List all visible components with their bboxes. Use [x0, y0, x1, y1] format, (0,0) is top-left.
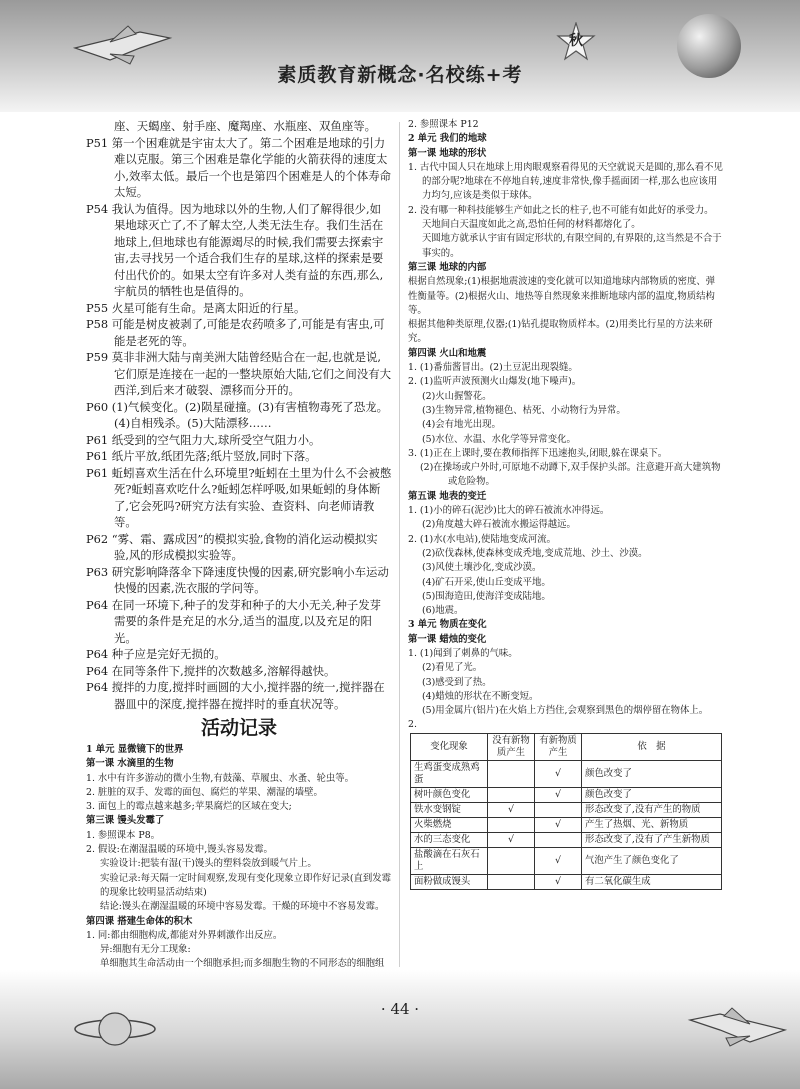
lesson-heading: 第三课 馒头发霉了 — [86, 815, 165, 827]
table-row — [411, 817, 722, 832]
table-cell: 树叶颜色变化 — [411, 787, 488, 802]
table-row — [411, 847, 722, 874]
table-cell: 铁水变钢锭 — [411, 802, 488, 817]
text-line: (2)在操场或户外时,可原地不动蹲下,双手保护头部。注意避开高大建筑物或危险物。 — [420, 462, 721, 488]
table-cell: 颜色改变了 — [582, 787, 722, 802]
table-row — [411, 832, 722, 847]
text-line: 天圆地方就承认宇宙有固定形状的,有限空间的,有界限的,这当然是不合于事实的。 — [422, 233, 722, 259]
table-cell: √ — [488, 802, 535, 817]
column-divider — [399, 122, 400, 967]
unit-heading: 2 单元 我们的地球 — [408, 133, 487, 145]
unit-heading: 1 单元 显微镜下的世界 — [86, 744, 184, 755]
table-cell — [488, 817, 535, 832]
table-cell: √ — [535, 874, 582, 889]
table-cell — [488, 787, 535, 802]
right-column — [408, 118, 724, 890]
text-line: (3)风使土壤沙化,变成沙漠。 — [422, 562, 542, 574]
section-title: 活动记录 — [200, 717, 277, 739]
text-line: P62 “雾、霜、露成因”的模拟实验,食物的消化运动模拟实验,风的形成模拟实验等。 — [86, 531, 378, 562]
table-cell: 火柴燃烧 — [411, 817, 488, 832]
text-line: 2. 假设:在潮湿温暖的环境中,馒头容易发霉。 — [86, 844, 273, 856]
text-line: (3)感受到了热。 — [422, 676, 492, 688]
text-line: P59 莫非非洲大陆与南美洲大陆曾经贴合在一起,也就是说,它们原是连接在一起的一整块原始大陆,它们之间没有大西洋,到后来才破裂、漂移而分开的。 — [86, 350, 391, 397]
table-cell: 形态改变了,没有产生的物质 — [582, 802, 722, 817]
table-header: 依 据 — [582, 733, 722, 760]
table-cell — [535, 802, 582, 817]
text-line: 天地间白天温度如此之高,恐怕任何的材料都熔化了。 — [422, 219, 641, 231]
table-cell — [488, 847, 535, 874]
text-line: 2. — [408, 719, 417, 731]
text-line: 1. 古代中国人只在地球上用肉眼观察看得见的天空就说天是圆的,那么看不见的部分呢?地球在不停地自转,速度非常快,像手摇面团一样,那么也应该用力均匀,应该是类似于球体。 — [408, 161, 723, 202]
table-cell: 颜色改变了 — [582, 760, 722, 787]
lesson-heading: 第一课 蜡烛的变化 — [408, 633, 487, 645]
table-cell: 形态改变了,没有了产生新物质 — [582, 832, 722, 847]
table-cell: 盐酸滴在石灰石上 — [411, 847, 488, 874]
text-line: P64 在同等条件下,搅拌的次数越多,溶解得越快。 — [86, 663, 336, 678]
text-line: P60 (1)气候变化。(2)陨星碰撞。(3)有害植物毒死了恐龙。(4)自相残杀。(5)大陆漂移…… — [86, 399, 388, 430]
text-line: P64 在同一环境下,种子的发芽和种子的大小无关,种子发芽需要的条件是充足的水分,适当的温度,以及充足的阳光。 — [86, 597, 382, 645]
page-footer — [0, 970, 800, 1089]
text-line: 3. 面包上的霉点越来越多;苹果腐烂的区域在变大; — [86, 801, 292, 813]
text-line: 1. (1)番茄酱冒出。(2)土豆泥出现裂缝。 — [408, 362, 578, 374]
table-cell: √ — [535, 787, 582, 802]
text-line: (2)角度越大碎石被流水搬运得越远。 — [422, 519, 576, 531]
text-line: (6)地震。 — [422, 605, 464, 617]
page-title: 素质教育新概念·名校练+考 — [277, 64, 523, 86]
text-line: 2. (1)水(水电站),使陆地变成河流。 — [408, 533, 557, 545]
lesson-heading: 第一课 地球的形状 — [408, 147, 487, 159]
text-line: (3)生物异常,植物褪色、枯死、小动物行为异常。 — [422, 404, 626, 416]
season-label: 秋 — [569, 33, 583, 49]
table-cell — [488, 760, 535, 787]
table-cell: 面粉做成馒头 — [411, 874, 488, 889]
table-row — [411, 802, 722, 817]
text-line: 1. 同:都由细胞构成,都能对外界刺激作出反应。 — [86, 929, 283, 941]
table-row — [411, 787, 722, 802]
table-row — [411, 760, 722, 787]
text-line: P64 种子应是完好无损的。 — [86, 647, 226, 661]
text-line: 2. 没有哪一种科技能够生产如此之长的柱子,也不可能有如此好的承受力。 — [408, 204, 714, 216]
text-line: (5)围海造田,使海洋变成陆地。 — [422, 590, 551, 602]
text-line: P63 研究影响降落伞下降速度快慢的因素,研究影响小车运动快慢的因素,洗衣服的学问等。 — [86, 564, 389, 595]
text-line: 实验设计:把装有湿(干)馒头的塑料袋放到暖气片上。 — [100, 858, 317, 870]
table-cell — [535, 832, 582, 847]
table-cell: 有二氧化碳生成 — [582, 874, 722, 889]
text-line: 2. 脏脏的双手、发霉的面包、腐烂的苹果、潮湿的墙壁。 — [86, 786, 323, 798]
table-header: 变化现象 — [411, 733, 488, 760]
text-line: (4)矿石开采,使山丘变成平地。 — [422, 576, 551, 588]
text-line: P54 我认为值得。因为地球以外的生物,人们了解得很少,如果地球灭亡了,不了解太空,人类无法生存。我们生活在地球上,但地球也有能源竭尽的时候,我们需要去探索宇宙,去寻找另一个适合我们生存的星球,这样的探索是要付出代价的。如果太空有许多对人类有益的东西,那么,宇航员的牺牲也是值得的。 — [86, 201, 384, 298]
text-line: (5)用金属片(铝片)在火焰上方挡住,会观察到黑色的烟停留在物体上。 — [422, 705, 709, 717]
table-cell — [488, 874, 535, 889]
text-line: P61 蚯蚓喜欢生活在什么环境里?蚯蚓在土里为什么不会被憋死?蚯蚓喜欢吃什么?蚯蚓怎样呼吸,如果蚯蚓的身体断了,它会死吗?研究方法有实验、查资料、向老师请教等。 — [86, 465, 392, 529]
lesson-heading: 第四课 搭建生命体的积木 — [86, 915, 193, 927]
text-line: (5)水位、水温、水化学等异常变化。 — [422, 433, 576, 445]
text-line: P61 纸片平放,纸团先落;纸片竖放,同时下落。 — [86, 449, 317, 463]
table-cell: √ — [535, 760, 582, 787]
text-line: 异:细胞有无分工现象: — [100, 944, 191, 956]
table-cell: 产生了热烟、光、新物质 — [582, 817, 722, 832]
page-header — [0, 0, 800, 112]
table-header: 没有新物质产生 — [488, 733, 535, 760]
table-header-row — [411, 733, 722, 760]
comparison-table — [410, 733, 722, 890]
table-cell: √ — [535, 847, 582, 874]
text-line: 2. 参照课本 P12 — [408, 119, 479, 130]
text-line: 座、天蝎座、射手座、魔羯座、水瓶座、双鱼座等。 — [114, 119, 376, 133]
table-row — [411, 874, 722, 889]
table-cell: 水的三态变化 — [411, 832, 488, 847]
lesson-heading: 第四课 火山和地震 — [408, 347, 487, 359]
left-column — [86, 118, 392, 986]
text-line: (2)火山握警花。 — [422, 390, 492, 402]
text-line: P51 第一个困难就是宇宙太大了。第二个困难是地球的引力难以克服。第三个困难是靠化学能的火箭获得的速度太小,效率太低。最后一个也是第四个困难是人的个体寿命太短。 — [86, 135, 391, 199]
text-line: 3. (1)正在上课时,要在教师指挥下迅速抱头,闭眼,躲在课桌下。 — [408, 447, 668, 459]
table-cell: 气泡产生了颜色变化了 — [582, 847, 722, 874]
text-line: 实验记录:每天隔一定时间观察,发现有变化现象立即作好记录(直到发霉的现象比较明显活动结束) — [100, 872, 392, 898]
text-line: P58 可能是树皮被剥了,可能是农药喷多了,可能是有害虫,可能是老死的等。 — [86, 317, 385, 348]
text-line: 结论:馒头在潮湿温暖的环境中容易发霉。干燥的环境中不容易发霉。 — [100, 901, 385, 913]
unit-heading: 3 单元 物质在变化 — [408, 619, 487, 631]
text-line: P64 搅拌的力度,搅拌时画圆的大小,搅拌器的统一,搅拌器在器皿中的深度,搅拌器在搅拌时的垂直状况等。 — [86, 680, 385, 711]
text-line: (2)看见了光。 — [422, 662, 483, 674]
table-cell: √ — [488, 832, 535, 847]
lesson-heading: 第一课 水滴里的生物 — [86, 758, 174, 770]
text-line: 1. (1)闻到了刺鼻的气味。 — [408, 647, 518, 659]
text-line: (4)会有地光出现。 — [422, 419, 501, 431]
text-line: 1. 水中有许多游动的微小生物,有鼓藻、草履虫、水蚤、轮虫等。 — [86, 772, 355, 784]
text-line: 1. 参照课本 P8。 — [86, 829, 161, 841]
table-cell: 生鸡蛋变成熟鸡蛋 — [411, 760, 488, 787]
table-header: 有新物质产生 — [535, 733, 582, 760]
lesson-heading: 第五课 地表的变迁 — [408, 490, 487, 502]
text-line: 1. (1)小的碎石(泥沙)比大的碎石被流水冲得远。 — [408, 505, 610, 517]
text-line: 根据自然现象;(1)根据地震波速的变化就可以知道地球内部物质的密度、弹性衡量等。(2)根据火山、地热等自然现象来推断地球内部的温度,物质结构等。 — [408, 276, 716, 316]
text-line: (4)蜡烛的形状在不断变短。 — [422, 690, 539, 702]
page-number: · 44 · — [380, 1000, 420, 1018]
text-line: P55 火星可能有生命。是离太阳近的行星。 — [86, 300, 306, 315]
text-line: 2. (1)监听声波预测火山爆发(地下噪声)。 — [408, 376, 582, 388]
text-line: (2)砍伐森林,使森林变成秃地,变成荒地、沙土、沙漠。 — [422, 547, 648, 559]
table-cell: √ — [535, 817, 582, 832]
text-line: P61 纸受到的空气阻力大,球所受空气阻力小。 — [86, 432, 321, 447]
lesson-heading: 第三课 地球的内部 — [408, 261, 487, 273]
text-line: 单细胞其生命活动由一个细胞承担;而多细胞生物的不同形态的细胞组 — [100, 958, 385, 970]
text-line: 根据其他种类原理,仪器;(1)钻孔提取物质样本。(2)用类比行星的方法来研究。 — [408, 319, 713, 345]
